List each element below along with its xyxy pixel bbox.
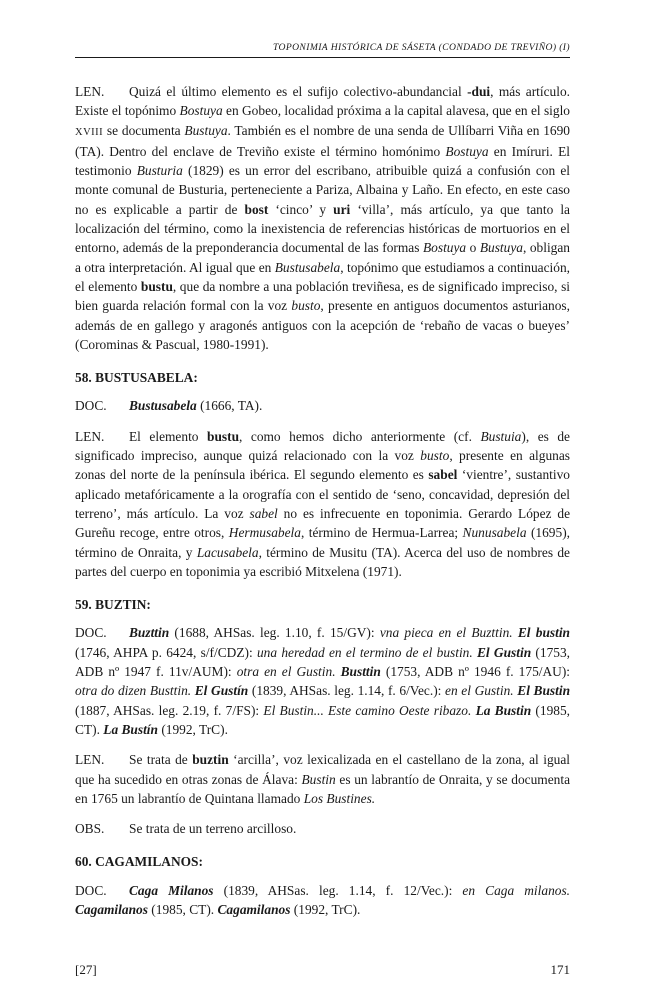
len-paragraph-59: LEN. Se trata de buztin ‘arcilla’, voz lexicalizada en el castellano de la zona, al igual que ha sucedido en otras zonas de Álava: Bustin es un labrantío de Onraita, y se documenta en 1765 un labrantío de Quintana llamado Los Bustines. (75, 752, 571, 806)
obs-paragraph-59: OBS. Se trata de un terreno arcilloso. (75, 819, 570, 838)
len-paragraph-bustuia: LEN. Quizá el último elemento es el sufijo colectivo-abundancial -dui, más artículo. Existe el topónimo Bostuya en Gobeo, localidad próxima a la capital alavesa, que en el siglo XVIII se documenta Bustuya. También es el nombre de una senda de Ullíbarri Viña en 1690 (TA). Dentro del enclave de Treviño existe el término homónimo Bostuya en Imíruri. El testimonio Busturia (1829) es un error del escribano, atribuible quizá a confusión con el monte comunal de Busturia, perteneciente a Pariza, Albaina y Laño. En efecto, en este caso no es explicable a partir de bost ‘cinco’ y uri ‘villa’, más artículo, ya que tanto la localización del término, como la inexistencia de referencias históricas de mortuorios en el entorno, además de la preponderancia documental de las formas Bostuya o Bustuya, obligan a otra interpretación. Al igual que en Bustusabela, topónimo que estudiamos a continuación, el elemento bustu, que da nombre a una población treviñesa, es de significado impreciso, si bien guarda relación formal con la voz busto, presente en antiguos documentos asturianos, además de en gallego y aragonés antiguos con la acepción de ‘rebaño de vacas o bueyes’ (Corominas & Pascual, 1980-1991). (75, 84, 571, 352)
doc-label: DOC. (75, 398, 107, 414)
len-label: LEN. (75, 752, 105, 768)
doc-paragraph-58: DOC. Bustusabela (1666, TA). (75, 396, 570, 415)
doc-paragraph-60: DOC. Caga Milanos (1839, AHSas. leg. 1.14, f. 12/Vec.): en Caga milanos. Cagamilanos (1985, CT). Cagamilanos (1992, TrC). (75, 882, 571, 917)
entry-heading-58: 58. BUSTUSABELA: (75, 370, 198, 386)
entry-heading-60: 60. CAGAMILANOS: (75, 854, 203, 870)
footer-section-number: [27] (75, 962, 97, 977)
doc-label: DOC. (75, 625, 107, 641)
running-head: TOPONIMIA HISTÓRICA DE SÁSETA (CONDADO DE TREVIÑO) (I) (272, 42, 570, 53)
body-text (75, 82, 570, 930)
len-label: LEN. (75, 428, 105, 444)
len-label: LEN. (75, 84, 105, 99)
entry-heading-59: 59. BUZTIN: (75, 597, 151, 613)
len-paragraph-58: LEN. El elemento bustu, como hemos dicho anteriormente (cf. Bustuia), es de significado impreciso, aunque quizá relacionado con la voz busto, presente en algunas zonas del norte de la península ibérica. El segundo elemento es sabel ‘vientre’, sustantivo aplicado metafóricamente a la orografía con el sentido de ‘seno, concavidad, depresión del terreno’, más artículo. La voz sabel no es infrecuente en toponimia. Gerardo López de Gureñu recoge, entre otros, Hermusabela, término de Hermua-Larrea; Nunusabela (1695), término de Onraita, y Lacusabela, término de Musitu (TA). Acerca del uso de nombres de partes del cuerpo en toponimia ya escribió Mitxelena (1971). (75, 428, 571, 579)
page-number: 171 (550, 962, 570, 977)
doc-paragraph-59: DOC. Buzttin (1688, AHSas. leg. 1.10, f. 15/GV): vna pieca en el Buzttin. El bustin (1746, AHPA p. 6424, s/f/CDZ): una heredad en el termino de el bustin. El Gustin (1753, ADB nº 1947 f. 11v/AUM): otra en el Gustin. Busttin (1753, ADB nº 1946 f. 175/AU): otra do dizen Busttin. El Gustín (1839, AHSas. leg. 1.14, f. 6/Vec.): en el Gustin. El Bustin (1887, AHSas. leg. 2.19, f. 7/FS): El Bustin... Este camino Oeste ribazo. La Bustin (1985, CT). La Bustín (1992, TrC). (75, 625, 571, 737)
header-rule (75, 57, 570, 58)
doc-label: DOC. (75, 882, 107, 898)
obs-label: OBS. (75, 821, 105, 837)
